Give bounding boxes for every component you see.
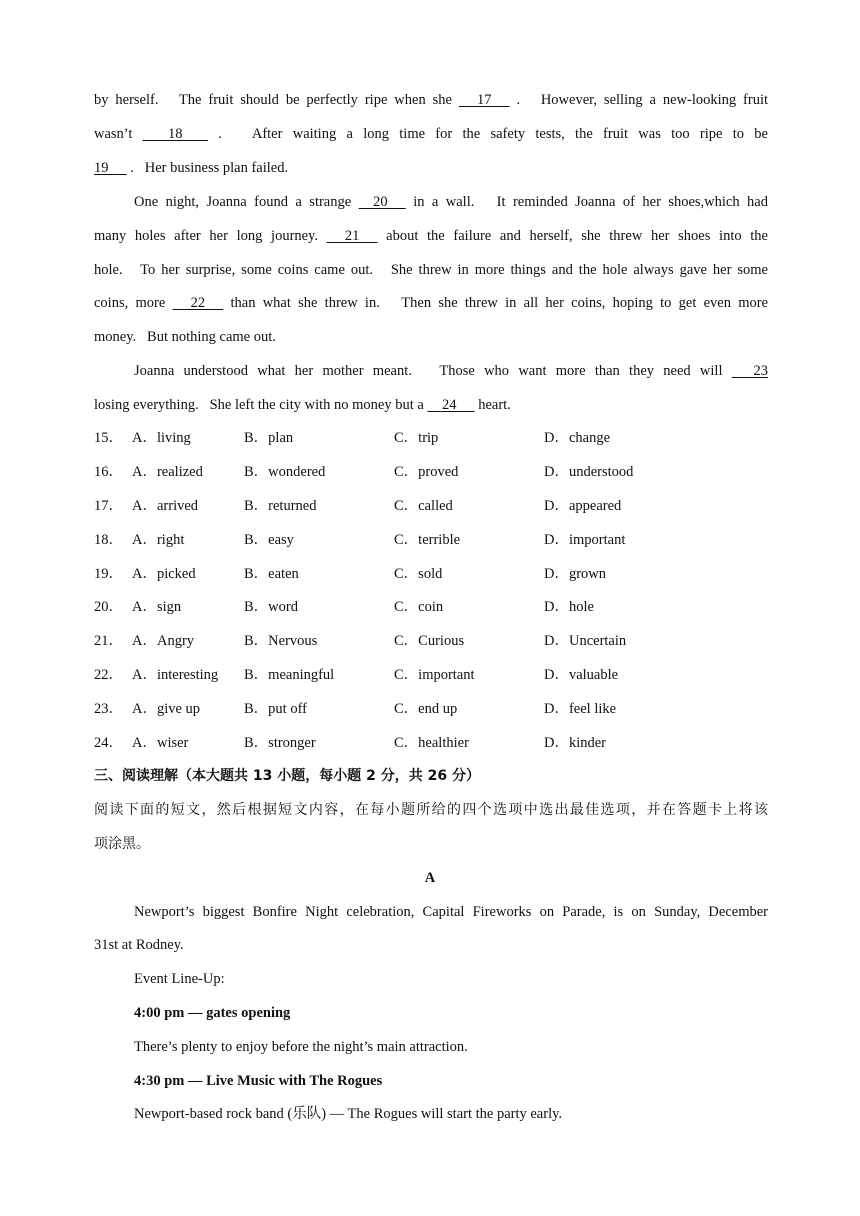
question-number: 24． — [94, 735, 123, 751]
option-a: A．give up — [132, 701, 201, 717]
question-number: 17． — [94, 498, 123, 514]
option-d: D．grown — [544, 566, 607, 582]
option-d: D．important — [544, 532, 626, 548]
option-b: B．word — [244, 599, 298, 615]
passage-line-4: One night, Joanna found a strange 20 in a wall. It reminded Joanna of her shoes,which had — [134, 194, 768, 210]
option-a: A．living — [132, 430, 191, 446]
passage-line-3: 19 . Her business plan failed. — [94, 160, 289, 176]
option-a: A．picked — [132, 566, 196, 582]
option-b: B．put off — [244, 701, 307, 717]
option-b: B．stronger — [244, 735, 316, 751]
blank-17: 17 — [458, 92, 510, 108]
question-number: 21． — [94, 633, 123, 649]
blank-24: 24 — [427, 397, 475, 413]
event-time-2: 4:30 pm — Live Music with The Rogues — [134, 1073, 383, 1089]
blank-21: 21 — [326, 228, 378, 244]
section-heading: 三、阅读理解（本大题共 13 小题，每小题 2 分，共 26 分） — [94, 768, 480, 784]
option-a: A．arrived — [132, 498, 199, 514]
event-desc-1: There’s plenty to enjoy before the night’s main attraction. — [134, 1039, 468, 1055]
passage-line-2: wasn’t 18 . After waiting a long time for the safety tests, the fruit was too ripe to be — [94, 126, 768, 142]
option-a: A．Angry — [132, 633, 195, 649]
section-instruction-cont: 项涂黑。 — [94, 836, 150, 852]
section-instruction: 阅读下面的短文，然后根据短文内容，在每小题所给的四个选项中选出最佳选项，并在答题卡上将该 — [94, 802, 768, 818]
blank-23: 23 — [731, 363, 768, 379]
option-c: C．proved — [394, 464, 459, 480]
option-c: C．called — [394, 498, 453, 514]
option-c: C．end up — [394, 701, 458, 717]
option-d: D．appeared — [544, 498, 622, 514]
passage-line-9: Joanna understood what her mother meant. Those who want more than they need will 23 — [134, 363, 768, 379]
option-b: B．wondered — [244, 464, 326, 480]
option-b: B．Nervous — [244, 633, 318, 649]
question-number: 20． — [94, 599, 123, 615]
question-number: 15． — [94, 430, 123, 446]
option-c: C．important — [394, 667, 475, 683]
event-time-1: 4:00 pm — gates opening — [134, 1005, 291, 1021]
option-d: D．valuable — [544, 667, 619, 683]
question-number: 18． — [94, 532, 123, 548]
reading-paragraph-cont: 31st at Rodney. — [94, 937, 184, 953]
option-a: A．right — [132, 532, 185, 548]
reading-paragraph: Newport’s biggest Bonfire Night celebration, Capital Fireworks on Parade, is on Sunday, December — [134, 904, 768, 920]
passage-line-7: coins, more 22 than what she threw in. Then she threw in all her coins, hoping to get even more — [94, 295, 768, 311]
lineup-label: Event Line-Up: — [134, 971, 225, 987]
option-c: C．Curious — [394, 633, 465, 649]
option-d: D．hole — [544, 599, 594, 615]
passage-line-1: by herself. The fruit should be perfectly ripe when she 17 . However, selling a new-looking fruit — [94, 92, 769, 108]
question-number: 19． — [94, 566, 123, 582]
option-c: C．healthier — [394, 735, 469, 751]
option-c: C．sold — [394, 566, 443, 582]
option-b: B．meaningful — [244, 667, 335, 683]
option-b: B．easy — [244, 532, 294, 548]
passage-line-10: losing everything. She left the city with no money but a 24 heart. — [94, 397, 511, 413]
passage-line-8: money. But nothing came out. — [94, 329, 276, 345]
option-d: D．understood — [544, 464, 634, 480]
event-desc-2: Newport-based rock band (乐队) — The Rogues will start the party early. — [134, 1106, 563, 1122]
blank-18: 18 — [142, 126, 208, 142]
option-a: A．sign — [132, 599, 182, 615]
option-d: D．kinder — [544, 735, 607, 751]
option-a: A．realized — [132, 464, 203, 480]
question-number: 22． — [94, 667, 123, 683]
question-number: 23． — [94, 701, 123, 717]
option-d: D．change — [544, 430, 611, 446]
blank-20: 20 — [358, 194, 406, 210]
passage-label: A — [424, 870, 436, 886]
passage-line-6: hole. To her surprise, some coins came out. She threw in more things and the hole always gave her some — [94, 262, 768, 278]
passage-line-5: many holes after her long journey. 21 about the failure and herself, she threw her shoes into the — [94, 228, 768, 244]
option-b: B．eaten — [244, 566, 299, 582]
blank-22: 22 — [172, 295, 224, 311]
blank-19: 19 — [94, 160, 127, 176]
option-d: D．Uncertain — [544, 633, 627, 649]
option-d: D．feel like — [544, 701, 617, 717]
option-c: C．terrible — [394, 532, 461, 548]
option-b: B．returned — [244, 498, 317, 514]
option-a: A．interesting — [132, 667, 219, 683]
option-b: B．plan — [244, 430, 294, 446]
option-a: A．wiser — [132, 735, 189, 751]
option-c: C．coin — [394, 599, 444, 615]
question-number: 16． — [94, 464, 123, 480]
option-c: C．trip — [394, 430, 439, 446]
